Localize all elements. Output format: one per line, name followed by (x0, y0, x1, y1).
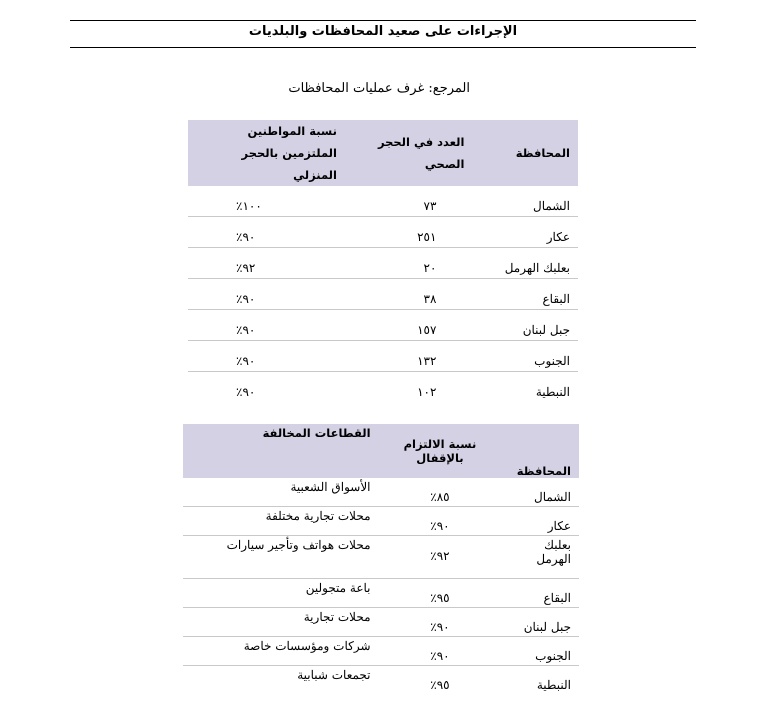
table-row (183, 579, 579, 608)
count-cell: ٣٨ (349, 279, 475, 310)
sectors-cell: شركات ومؤسسات خاصة (183, 637, 379, 666)
commitment-cell: ٩٠٪ (379, 507, 502, 536)
sectors-cell: محلات تجارية (183, 608, 379, 637)
governorate-cell: بعلبك الهرمل (474, 248, 578, 279)
count-cell: ١٥٧ (349, 310, 475, 341)
header-violating-sectors: القطاعات المخالفة (183, 424, 379, 478)
commitment-cell: ٩٥٪ (379, 579, 502, 608)
count-cell: ١٠٢ (417, 385, 437, 399)
table-header-row (188, 120, 578, 186)
governorate-cell: جبل لبنان (474, 310, 578, 341)
commitment-cell: ٩٥٪ (430, 678, 450, 692)
header-governorate: المحافظة (474, 120, 578, 186)
table-row (188, 217, 578, 248)
governorate-cell: الشمال (501, 478, 579, 507)
governorate-cell: البقاع (474, 279, 578, 310)
table-row (183, 507, 579, 536)
header-closure-commitment: نسبة الالتزام بالإقفال (379, 424, 502, 478)
governorate-cell: البقاع (501, 579, 579, 608)
governorate-cell: النبطية (535, 385, 570, 399)
table-row (188, 248, 578, 279)
table-row (188, 186, 578, 217)
header-quarantine-count: العدد في الحجر الصحي (349, 120, 475, 186)
ratio-cell: ١٠٠٪ (188, 186, 349, 217)
sectors-cell: تجمعات شبابية (297, 668, 371, 682)
governorate-cell: عكار (501, 507, 579, 536)
commitment-cell: ٩٠٪ (379, 608, 502, 637)
ratio-cell: ٩٠٪ (188, 310, 349, 341)
title-rule (70, 47, 696, 48)
table-header-row (183, 424, 579, 478)
governorate-cell: النبطية (536, 678, 571, 692)
governorate-cell: عكار (474, 217, 578, 248)
ratio-cell: ٩٠٪ (188, 217, 349, 248)
governorate-cell: بعلبك الهرمل (501, 536, 579, 579)
sectors-cell: محلات تجارية مختلفة (183, 507, 379, 536)
count-cell: ٢٥١ (349, 217, 475, 248)
ratio-cell: ٩٢٪ (188, 248, 349, 279)
top-rule (70, 20, 696, 21)
table-row (183, 536, 579, 579)
sectors-cell: باعة متجولين (183, 579, 379, 608)
table-row (188, 310, 578, 341)
header-home-quarantine-ratio: نسبة المواطنين الملتزمين بالحجر المنزلي (188, 120, 349, 186)
table-row (183, 608, 579, 637)
count-cell: ١٣٢ (349, 341, 475, 372)
governorate-cell: الجنوب (474, 341, 578, 372)
count-cell: ٧٣ (349, 186, 475, 217)
header-governorate: المحافظة (501, 424, 579, 478)
reference-note: المرجع: غرف عمليات المحافظات (288, 81, 470, 96)
sectors-cell: محلات هواتف وتأجير سيارات (183, 536, 379, 579)
table-row (183, 666, 579, 695)
governorate-cell: جبل لبنان (501, 608, 579, 637)
table-row (188, 372, 578, 403)
commitment-cell: ٨٥٪ (379, 478, 502, 507)
page-title: الإجراءات على صعيد المحافظات والبلديات (248, 24, 518, 39)
sectors-cell: الأسواق الشعبية (183, 478, 379, 507)
table-row (183, 637, 579, 666)
ratio-cell: ٩٠٪ (188, 279, 349, 310)
table-row (183, 478, 579, 507)
count-cell: ٢٠ (349, 248, 475, 279)
ratio-cell: ٩٠٪ (236, 385, 256, 399)
table-row (188, 341, 578, 372)
commitment-cell: ٩٠٪ (379, 637, 502, 666)
governorate-cell: الجنوب (501, 637, 579, 666)
commitment-cell: ٩٢٪ (379, 536, 502, 579)
quarantine-table (188, 120, 578, 402)
closure-compliance-table (183, 424, 579, 694)
table-row (188, 279, 578, 310)
governorate-cell: الشمال (474, 186, 578, 217)
ratio-cell: ٩٠٪ (188, 341, 349, 372)
